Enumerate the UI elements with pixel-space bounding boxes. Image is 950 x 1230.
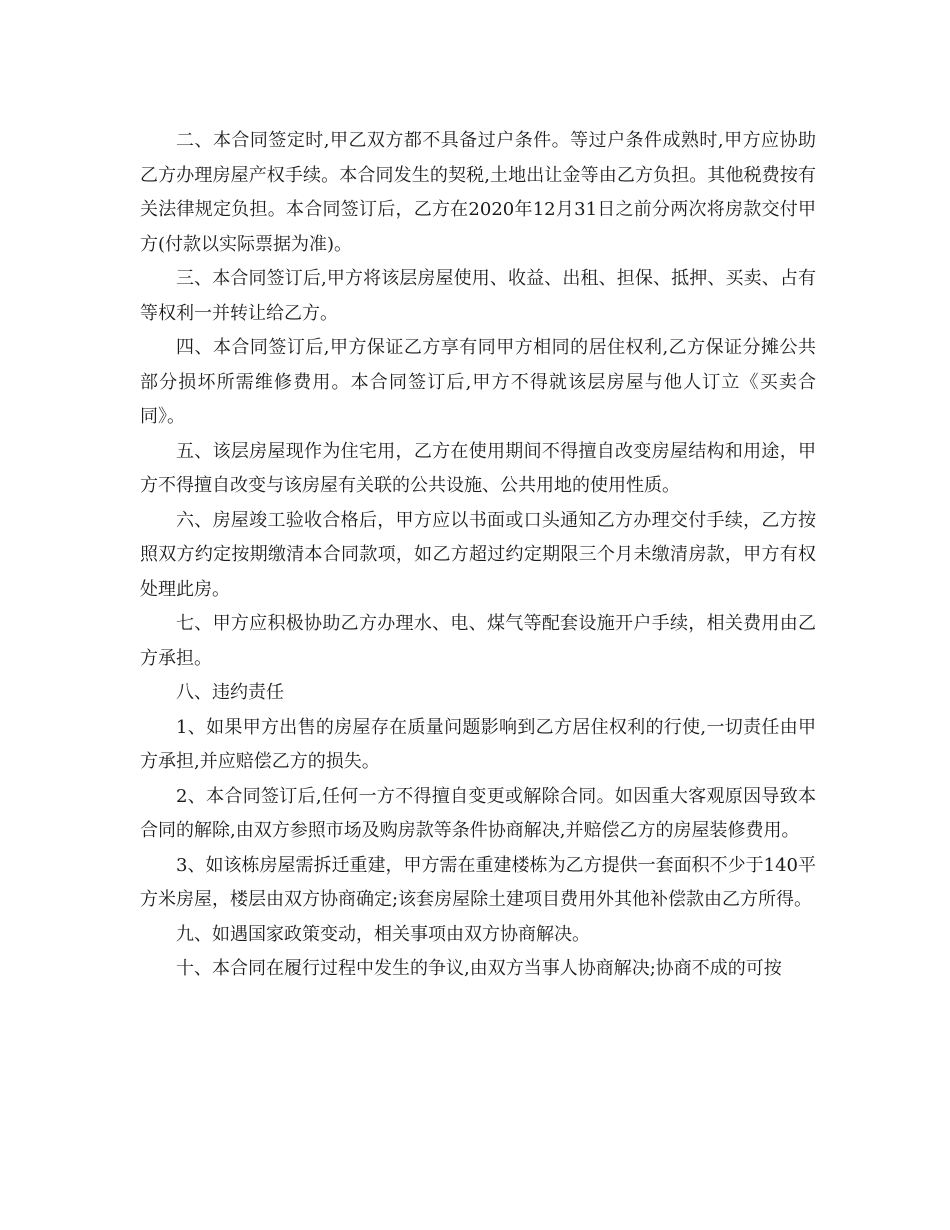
clause-8-item-3: 3、如该栋房屋需拆迁重建，甲方需在重建楼栋为乙方提供一套面积不少于140平方米房屋，楼层由双方协商确定;该套房屋除土建项目费用外其他补偿款由乙方所得。: [140, 854, 816, 910]
clause-3-rights-transfer: 三、本合同签订后,甲方将该层房屋使用、收益、出租、担保、抵押、买卖、占有等权利一并转让给乙方。: [140, 268, 816, 324]
clause-4-residence-rights: 四、本合同签订后,甲方保证乙方享有同甲方相同的居住权利,乙方保证分摊公共部分损坏所需维修费用。本合同签订后,甲方不得就该层房屋与他人订立《买卖合同》。: [140, 337, 816, 427]
clause-7-utilities: 七、甲方应积极协助乙方办理水、电、煤气等配套设施开户手续，相关费用由乙方承担。: [140, 613, 816, 669]
clause-8-item-1: 1、如果甲方出售的房屋存在质量问题影响到乙方居住权利的行使,一切责任由甲方承担,并应赔偿乙方的损失。: [140, 716, 816, 772]
clause-5-usage: 五、该层房屋现作为住宅用，乙方在使用期间不得擅自改变房屋结构和用途，甲方不得擅自改变与该房屋有关联的公共设施、公共用地的使用性质。: [140, 440, 816, 496]
document-body: [140, 124, 816, 987]
clause-8-item-2: 2、本合同签订后,任何一方不得擅自变更或解除合同。如因重大客观原因导致本合同的解除,由双方参照市场及购房款等条件协商解决,并赔偿乙方的房屋装修费用。: [140, 785, 816, 841]
clause-10-disputes: 十、本合同在履行过程中发生的争议,由双方当事人协商解决;协商不成的可按: [176, 958, 782, 979]
clause-2-transfer-conditions: 二、本合同签定时,甲乙双方都不具备过户条件。等过户条件成熟时,甲方应协助乙方办理房屋产权手续。本合同发生的契税,土地出让金等由乙方负担。其他税费按有关法律规定负担。本合同签订后，乙方在2020年12月31日之前分两次将房款交付甲方(付款以实际票据为准)。: [140, 130, 816, 255]
clause-9-policy: 九、如遇国家政策变动，相关事项由双方协商解决。: [176, 923, 590, 945]
clause-6-acceptance: 六、房屋竣工验收合格后，甲方应以书面或口头通知乙方办理交付手续，乙方按照双方约定按期缴清本合同款项，如乙方超过约定期限三个月未缴清房款，甲方有权处理此房。: [140, 509, 816, 600]
clause-8-heading: 八、违约责任: [176, 682, 284, 703]
